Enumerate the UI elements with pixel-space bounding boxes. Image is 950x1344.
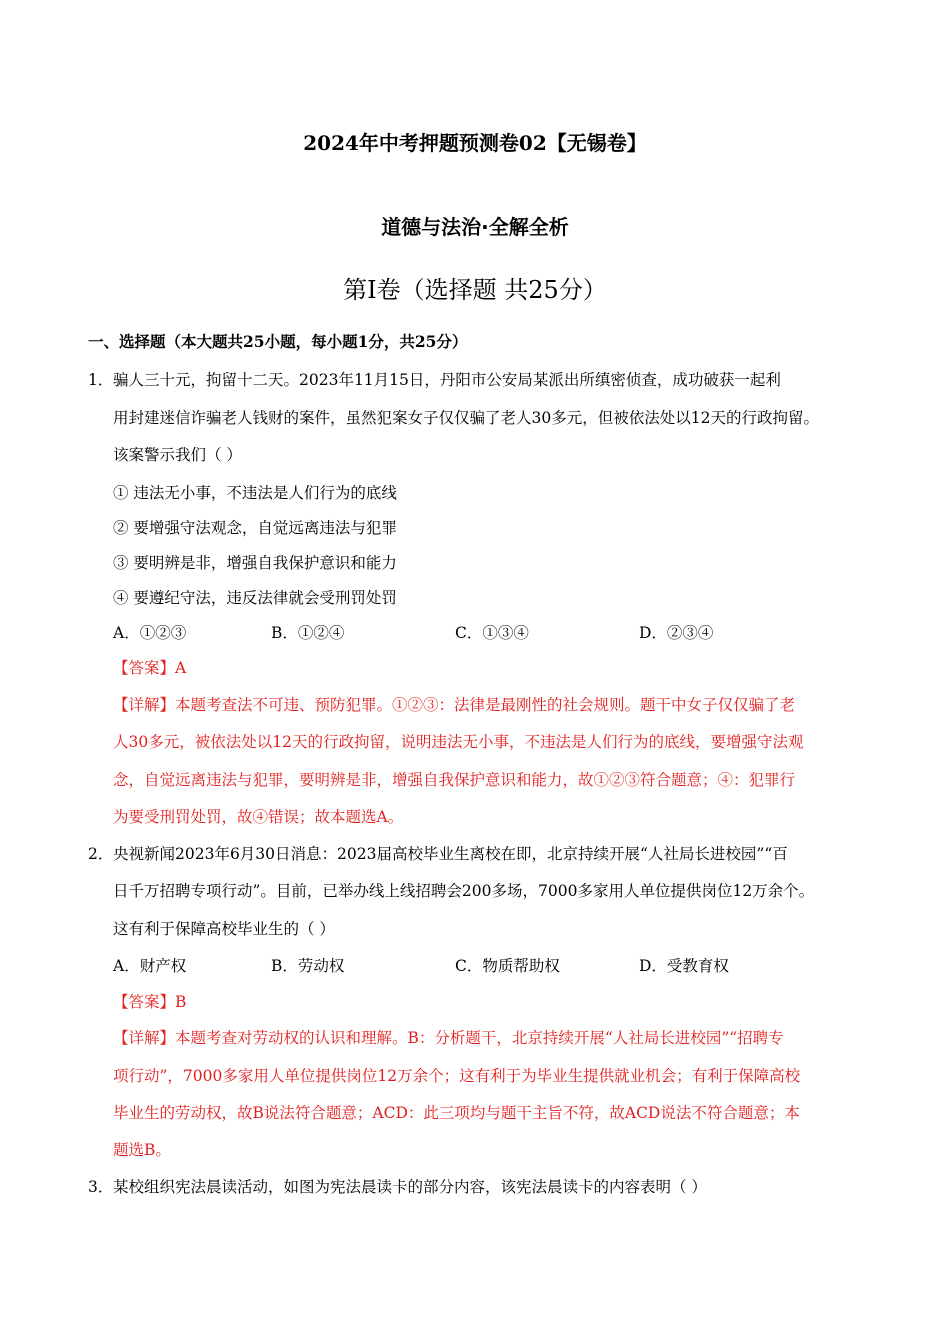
explanation-line: 项行动”，7000多家用人单位提供岗位12万余个；这有利于为毕业生提供就业机会；有利于保障高校 [113, 1067, 801, 1085]
question-stem-line: 这有利于保障高校毕业生的（ ） [113, 920, 335, 938]
question-stem-line: 日千万招聘专项行动”。目前，已举办线上线招聘会200多场，7000多家用人单位提供岗位12万余个。 [113, 882, 815, 900]
answer-value: B [175, 993, 187, 1011]
option-d: D．②③④ [639, 624, 714, 642]
document-title: 2024年中考押题预测卷02【无锡卷】 [303, 131, 647, 155]
explanation-line: 题选B。 [113, 1141, 171, 1159]
section-heading: 一、选择题（本大题共25小题，每小题1分，共25分） [88, 332, 468, 351]
explanation-line: 毕业生的劳动权，故B说法符合题意；ACD：此三项均与题干主旨不符，故ACD说法不符合题意；本 [113, 1104, 800, 1122]
explanation-text: 本题考查法不可违、预防犯罪。①②③：法律是最刚性的社会规则。题干中女子仅仅骗了老 [175, 696, 796, 714]
question-stem-line: 该案警示我们（ ） [113, 446, 242, 464]
question-stem-line: 用封建迷信诈骗老人钱财的案件，虽然犯案女子仅仅骗了老人30多元，但被依法处以12天的行政拘留。 [113, 409, 819, 427]
question-stem-line: 央视新闻2023年6月30日消息：2023届高校毕业生离校在即，北京持续开展“人社局长进校园”“百 [113, 845, 788, 863]
question-stem-line: 骗人三十元，拘留十二天。2023年11月15日，丹阳市公安局某派出所缜密侦查，成功破获一起利 [113, 371, 781, 389]
statement: ② 要增强守法观念，自觉远离违法与犯罪 [113, 519, 397, 537]
explanation-line: 为要受刑罚处罚，故④错误；故本题选A。 [113, 808, 404, 826]
option-c: C．物质帮助权 [455, 957, 560, 975]
part-heading: 第Ⅰ卷（选择题 共25分） [343, 276, 607, 304]
answer-label: 【答案】 [113, 993, 176, 1011]
explanation-line [113, 693, 795, 715]
statement: ④ 要遵纪守法，违反法律就会受刑罚处罚 [113, 589, 397, 607]
explanation-line: 人30多元，被依法处以12天的行政拘留，说明违法无小事，不违法是人们行为的底线，要增强守法观 [113, 733, 804, 751]
explanation-text: 本题考查对劳动权的认识和理解。B：分析题干，北京持续开展“人社局长进校园”“招聘专 [175, 1029, 784, 1047]
explanation-line: 念，自觉远离违法与犯罪，要明辨是非，增强自我保护意识和能力，故①②③符合题意；④：犯罪行 [113, 771, 796, 789]
explanation-label: 【详解】 [113, 696, 176, 714]
question-number: 3． [88, 1178, 114, 1196]
question-stem-line: 某校组织宪法晨读活动，如图为宪法晨读卡的部分内容，该宪法晨读卡的内容表明（ ） [113, 1178, 707, 1196]
option-c: C．①③④ [455, 624, 529, 642]
option-d: D．受教育权 [639, 957, 729, 975]
question-number: 1． [88, 371, 114, 389]
answer-value: A [175, 659, 187, 677]
answer-line [113, 656, 186, 678]
answer-line [113, 990, 186, 1012]
explanation-label: 【详解】 [113, 1029, 176, 1047]
statement: ③ 要明辨是非，增强自我保护意识和能力 [113, 554, 397, 572]
option-b: B．劳动权 [271, 957, 345, 975]
document-subtitle: 道德与法治·全解全析 [381, 215, 569, 239]
answer-label: 【答案】 [113, 659, 176, 677]
option-a: A．财产权 [113, 957, 187, 975]
explanation-line [113, 1026, 784, 1048]
option-b: B．①②④ [271, 624, 345, 642]
option-a: A．①②③ [113, 624, 187, 642]
statement: ① 违法无小事，不违法是人们行为的底线 [113, 484, 397, 502]
question-number: 2． [88, 845, 114, 863]
